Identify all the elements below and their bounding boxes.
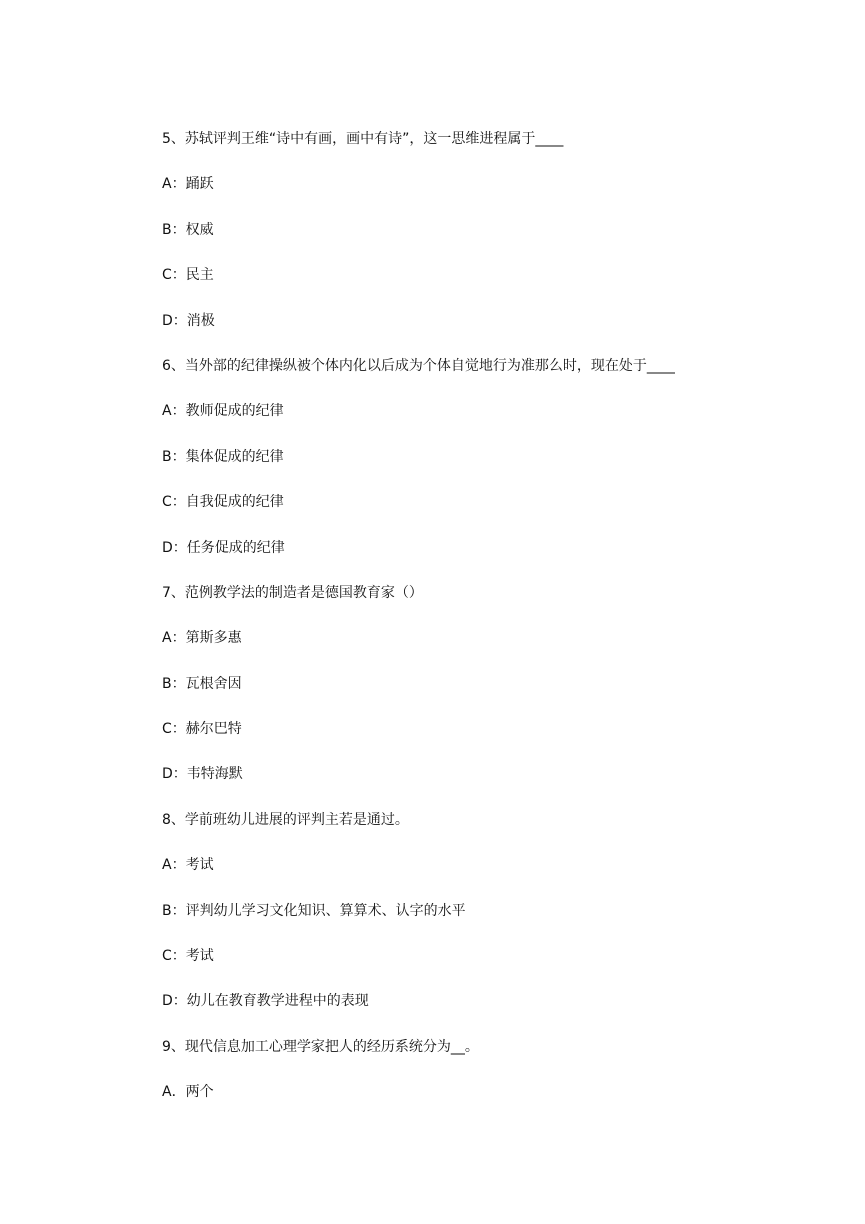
question-7-option-b: B：瓦根舍因 (162, 675, 242, 692)
question-7-option-a: A：第斯多惠 (162, 630, 242, 647)
question-6-option-c: C：自我促成的纪律 (162, 494, 284, 511)
question-7-text: 7、范例教学法的制造者是德国教育家（） (162, 584, 423, 601)
question-8-text: 8、学前班幼儿进展的评判主若是通过。 (162, 811, 409, 828)
question-5-option-a: A：踊跃 (162, 176, 214, 193)
question-6-option-b: B：集体促成的纪律 (162, 448, 284, 465)
question-5-option-c: C：民主 (162, 267, 214, 284)
question-list (162, 128, 782, 1127)
question-8-option-c: C：考试 (162, 948, 214, 965)
question-6-text: 6、当外部的纪律操纵被个体内化以后成为个体自觉地行为准那么时，现在处于____ (162, 357, 675, 374)
question-9-option-a: A．两个 (162, 1084, 214, 1101)
question-7-option-c: C：赫尔巴特 (162, 721, 242, 738)
question-9-text: 9、现代信息加工心理学家把人的经历系统分为__。 (162, 1038, 479, 1055)
question-6-option-a: A：教师促成的纪律 (162, 403, 284, 420)
question-8-option-d: D：幼儿在教育教学进程中的表现 (162, 993, 369, 1010)
question-8-option-a: A：考试 (162, 857, 214, 874)
question-8-option-b: B：评判幼儿学习文化知识、算算术、认字的水平 (162, 902, 466, 919)
question-7-option-d: D：韦特海默 (162, 766, 243, 783)
question-6-option-d: D：任务促成的纪律 (162, 539, 285, 556)
question-5-option-d: D：消极 (162, 312, 215, 329)
question-5-text: 5、苏轼评判王维“诗中有画，画中有诗”，这一思维进程属于____ (162, 131, 564, 147)
question-5-option-b: B：权威 (162, 221, 214, 238)
